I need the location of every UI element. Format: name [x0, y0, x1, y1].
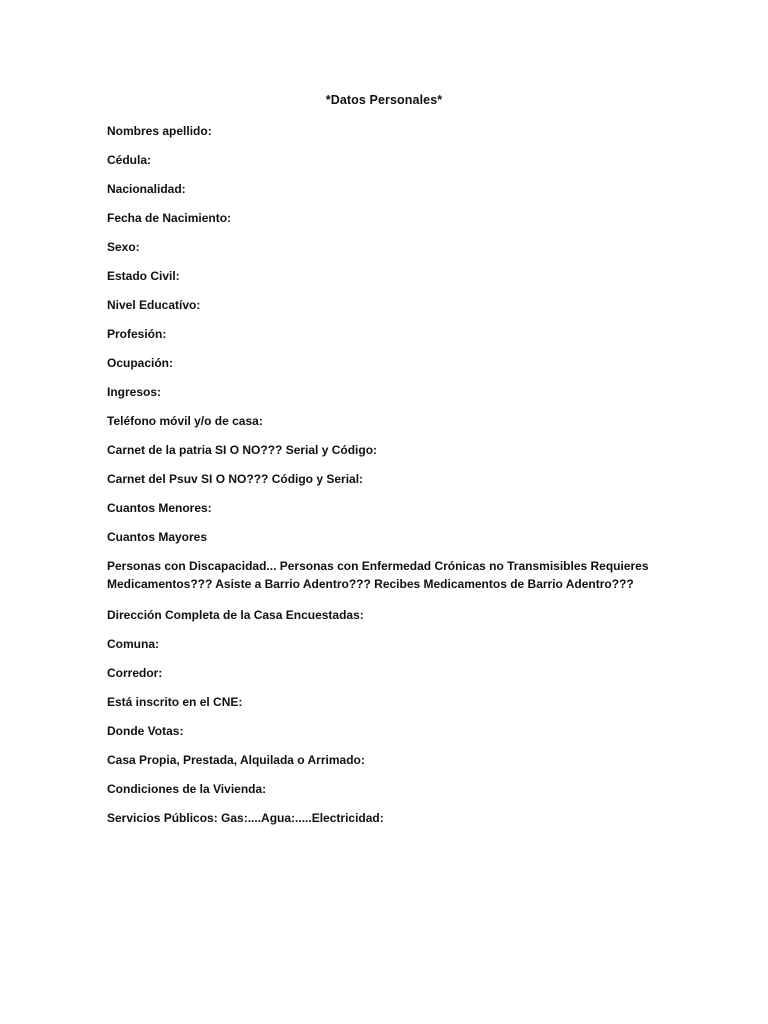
field-servicios-publicos: Servicios Públicos: Gas:....Agua:.....Electricidad: [107, 811, 384, 825]
field-casa-propia: Casa Propia, Prestada, Alquilada o Arrimado: [107, 753, 365, 767]
field-nivel-educativo: Nivel Educatívo: [107, 298, 201, 312]
field-cuantos-mayores: Cuantos Mayores [107, 530, 208, 544]
field-profesion: Profesión: [107, 327, 167, 341]
field-cedula: Cédula: [107, 153, 152, 167]
field-discapacidad-medicamentos: Personas con Discapacidad... Personas con Enfermedad Crónicas no Transmisibles Requieres Medicamentos??? Asiste a Barrio Adentro??? Recibes Medicamentos de Barrio Adentro??? [107, 559, 649, 591]
field-nombres-apellido: Nombres apellido: [107, 124, 212, 138]
field-carnet-psuv: Carnet del Psuv SI O NO??? Código y Serial: [107, 472, 364, 486]
field-telefono: Teléfono móvil y/o de casa: [107, 414, 263, 428]
field-fecha-nacimiento: Fecha de Nacimiento: [107, 211, 232, 225]
field-ingresos: Ingresos: [107, 385, 162, 399]
field-estado-civil: Estado Civil: [107, 269, 180, 283]
field-ocupacion: Ocupación: [107, 356, 174, 370]
document-title: *Datos Personales* [325, 93, 443, 107]
field-condiciones-vivienda: Condiciones de la Vivienda: [107, 782, 267, 796]
field-sexo: Sexo: [107, 240, 140, 254]
field-nacionalidad: Nacionalidad: [107, 182, 186, 196]
field-cuantos-menores: Cuantos Menores: [107, 501, 212, 515]
field-direccion: Dirección Completa de la Casa Encuestadas: [107, 608, 364, 622]
field-corredor: Corredor: [107, 666, 163, 680]
field-comuna: Comuna: [107, 637, 159, 651]
field-carnet-patria: Carnet de la patria SI O NO??? Serial y Código: [107, 443, 378, 457]
field-donde-votas: Donde Votas: [107, 724, 184, 738]
field-inscrito-cne: Está inscrito en el CNE: [107, 695, 243, 709]
